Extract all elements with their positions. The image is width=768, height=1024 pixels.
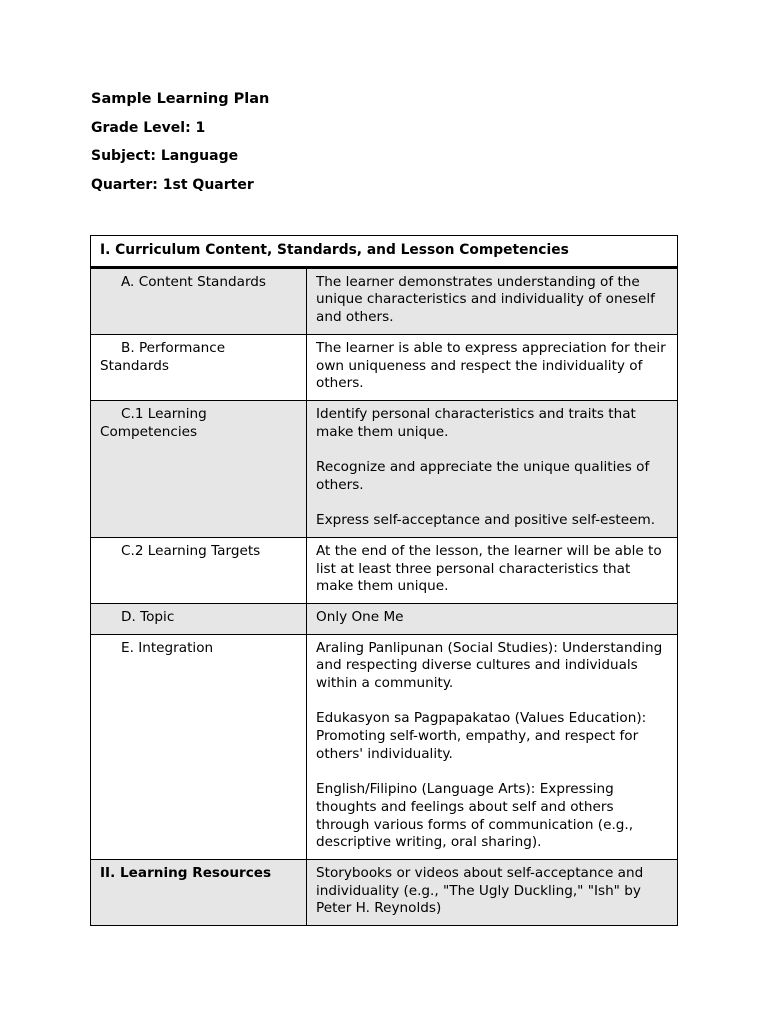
table-row	[91, 860, 678, 926]
document-header	[91, 90, 269, 204]
row-label	[91, 267, 307, 334]
table-row	[91, 334, 678, 400]
integration-item: English/Filipino (Language Arts): Expressing thoughts and feelings about self and others through various forms of communication (e.g., descriptive writing, oral sharing).	[316, 781, 634, 851]
competency-item: Identify personal characteristics and traits that make them unique.	[316, 405, 636, 440]
row-label	[91, 537, 307, 603]
grade-level: Grade Level: 1	[91, 119, 206, 136]
table-row	[91, 603, 678, 634]
learning-targets-text: At the end of the lesson, the learner will be able to list at least three personal characteristics that make them unique.	[307, 537, 678, 603]
integration-cell	[307, 634, 678, 859]
integration-item: Araling Panlipunan (Social Studies): Understanding and respecting diverse cultures and individuals within a community.	[316, 639, 663, 692]
content-standards-label: A. Content Standards	[121, 273, 267, 290]
document-title: Sample Learning Plan	[91, 91, 270, 107]
performance-standards-label: B. Performance Standards	[100, 339, 226, 374]
table-row	[91, 400, 678, 537]
row-label	[91, 603, 307, 634]
learning-competencies-label: C.1 Learning Competencies	[100, 405, 207, 440]
learning-targets-label: C.2 Learning Targets	[121, 542, 261, 559]
section-1-heading: I. Curriculum Content, Standards, and Lesson Competencies	[91, 236, 678, 268]
learning-resources-text: Storybooks or videos about self-acceptance and individuality (e.g., "The Ugly Duckling," "Ish" by Peter H. Reynolds)	[307, 860, 678, 926]
topic-label: D. Topic	[121, 608, 175, 625]
performance-standards-text: The learner is able to express appreciation for their own uniqueness and respect the individuality of others.	[307, 334, 678, 400]
section-header-row	[91, 236, 678, 268]
row-label	[91, 334, 307, 400]
quarter: Quarter: 1st Quarter	[91, 176, 254, 193]
integration-label: E. Integration	[121, 639, 214, 656]
learning-competencies-cell	[307, 400, 678, 537]
table-row	[91, 537, 678, 603]
table-row	[91, 634, 678, 859]
row-label	[91, 400, 307, 537]
row-label	[91, 634, 307, 859]
content-standards-text: The learner demonstrates understanding of the unique characteristics and individuality of oneself and others.	[307, 267, 678, 334]
competency-item: Recognize and appreciate the unique qualities of others.	[316, 459, 650, 493]
integration-item: Edukasyon sa Pagpapakatao (Values Education): Promoting self-worth, empathy, and respect for others' individuality.	[316, 710, 647, 762]
learning-resources-label: II. Learning Resources	[91, 860, 307, 926]
table-row	[91, 267, 678, 334]
competency-item: Express self-acceptance and positive self-esteem.	[316, 512, 656, 529]
subject: Subject: Language	[91, 148, 239, 164]
learning-plan-table	[90, 235, 678, 926]
topic-text: Only One Me	[307, 603, 678, 634]
